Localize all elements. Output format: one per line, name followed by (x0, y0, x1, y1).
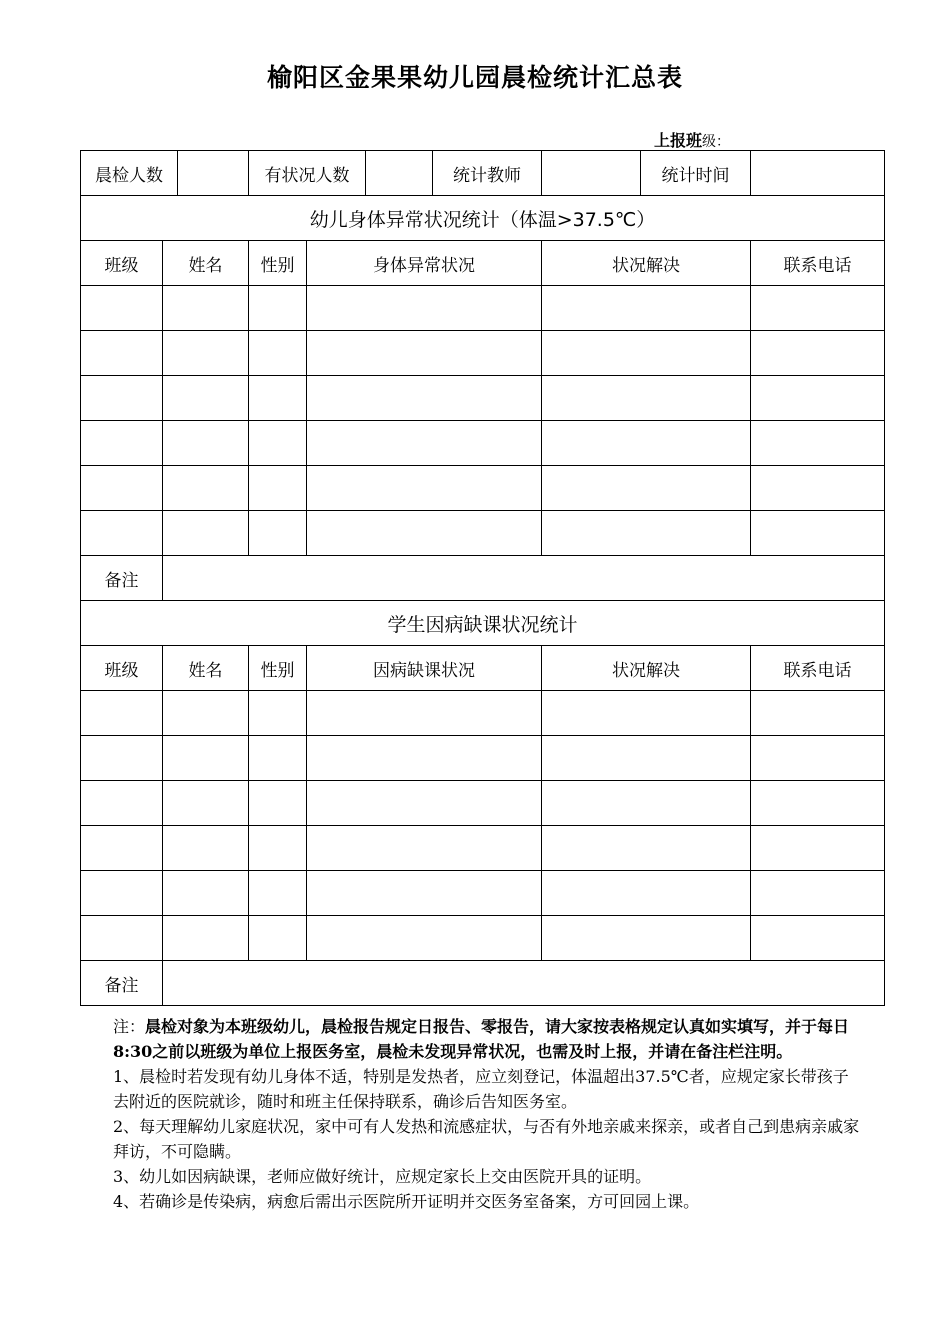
report-class-field (654, 128, 730, 151)
col-abnormal: 身体异常状况 (307, 241, 542, 286)
section2-header-row (81, 646, 885, 691)
report-class-suffix: 级： (702, 134, 731, 150)
remark-label: 备注 (81, 961, 163, 1006)
section1-row (81, 286, 885, 331)
check-count-label: 晨检人数 (81, 151, 178, 196)
cell-class[interactable] (81, 916, 163, 961)
cell-name[interactable] (163, 781, 249, 826)
cell-gender[interactable] (249, 331, 307, 376)
col-phone: 联系电话 (751, 241, 885, 286)
cell-gender[interactable] (249, 871, 307, 916)
cell-resolution[interactable] (542, 826, 751, 871)
cell-gender[interactable] (249, 376, 307, 421)
cell-resolution[interactable] (542, 781, 751, 826)
cell-absence[interactable] (307, 916, 542, 961)
cell-phone[interactable] (751, 691, 885, 736)
cell-gender[interactable] (249, 781, 307, 826)
remark-label: 备注 (81, 556, 163, 601)
cell-class[interactable] (81, 421, 163, 466)
notes-lead-text: 晨检对象为本班级幼儿，晨检报告规定日报告、零报告，请大家按表格规定认真如实填写，并于每日8:30之前以班级为单位上报医务室，晨检未发现异常状况，也需及时上报，并请在备注栏注明。 (113, 1017, 850, 1061)
cell-class[interactable] (81, 871, 163, 916)
cell-phone[interactable] (751, 916, 885, 961)
cell-phone[interactable] (751, 511, 885, 556)
cell-name[interactable] (163, 736, 249, 781)
cell-name[interactable] (163, 286, 249, 331)
cell-resolution[interactable] (542, 916, 751, 961)
cell-class[interactable] (81, 781, 163, 826)
notes-lead (113, 1014, 863, 1064)
cell-gender[interactable] (249, 826, 307, 871)
notes-section (113, 1014, 863, 1214)
cell-absence[interactable] (307, 826, 542, 871)
cell-phone[interactable] (751, 286, 885, 331)
cell-class[interactable] (81, 331, 163, 376)
note-item: 2、每天理解幼儿家庭状况，家中可有人发热和流感症状，与否有外地亲戚来探亲，或者自己到患病亲戚家拜访，不可隐瞒。 (113, 1117, 860, 1161)
section2-remark-row (81, 961, 885, 1006)
note-item: 1、晨检时若发现有幼儿身体不适，特别是发热者，应立刻登记，体温超出37.5℃者，应规定家长带孩子去附近的医院就诊，随时和班主任保持联系，确诊后告知医务室。 (113, 1067, 849, 1111)
status-count-input[interactable] (366, 151, 433, 196)
col-name: 姓名 (163, 241, 249, 286)
cell-name[interactable] (163, 826, 249, 871)
cell-resolution[interactable] (542, 511, 751, 556)
section2-row (81, 916, 885, 961)
cell-gender[interactable] (249, 736, 307, 781)
col-class: 班级 (81, 241, 163, 286)
cell-phone[interactable] (751, 781, 885, 826)
cell-name[interactable] (163, 511, 249, 556)
section1-row (81, 421, 885, 466)
section2-row (81, 691, 885, 736)
cell-abnormal[interactable] (307, 466, 542, 511)
section2-title: 学生因病缺课状况统计 (81, 601, 885, 646)
section2-row (81, 781, 885, 826)
section1-remark-row (81, 556, 885, 601)
cell-name[interactable] (163, 421, 249, 466)
cell-resolution[interactable] (542, 871, 751, 916)
teacher-input[interactable] (542, 151, 641, 196)
cell-absence[interactable] (307, 691, 542, 736)
cell-abnormal[interactable] (307, 331, 542, 376)
cell-phone[interactable] (751, 331, 885, 376)
cell-class[interactable] (81, 286, 163, 331)
note-item: 4、若确诊是传染病，病愈后需出示医院所开证明并交医务室备案，方可回园上课。 (113, 1192, 700, 1211)
cell-phone[interactable] (751, 376, 885, 421)
time-input[interactable] (751, 151, 885, 196)
section1-row (81, 376, 885, 421)
section2-row (81, 826, 885, 871)
teacher-label: 统计教师 (433, 151, 542, 196)
cell-class[interactable] (81, 511, 163, 556)
section1-row (81, 466, 885, 511)
cell-phone[interactable] (751, 466, 885, 511)
cell-absence[interactable] (307, 871, 542, 916)
section1-header-row (81, 241, 885, 286)
cell-gender[interactable] (249, 466, 307, 511)
cell-gender[interactable] (249, 421, 307, 466)
cell-name[interactable] (163, 871, 249, 916)
cell-gender[interactable] (249, 511, 307, 556)
col-class: 班级 (81, 646, 163, 691)
cell-class[interactable] (81, 736, 163, 781)
cell-resolution[interactable] (542, 376, 751, 421)
summary-row (81, 151, 885, 196)
cell-absence[interactable] (307, 781, 542, 826)
cell-gender[interactable] (249, 286, 307, 331)
section1-row (81, 511, 885, 556)
cell-resolution[interactable] (542, 421, 751, 466)
time-label: 统计时间 (641, 151, 751, 196)
remark-input[interactable] (163, 556, 885, 601)
cell-abnormal[interactable] (307, 511, 542, 556)
cell-name[interactable] (163, 376, 249, 421)
cell-resolution[interactable] (542, 331, 751, 376)
col-absence: 因病缺课状况 (307, 646, 542, 691)
cell-resolution[interactable] (542, 736, 751, 781)
cell-abnormal[interactable] (307, 376, 542, 421)
cell-name[interactable] (163, 466, 249, 511)
cell-name[interactable] (163, 331, 249, 376)
cell-name[interactable] (163, 916, 249, 961)
status-count-label: 有状况人数 (249, 151, 366, 196)
notes-prefix: 注： (113, 1017, 146, 1036)
page-title: 榆阳区金果果幼儿园晨检统计汇总表 (266, 63, 683, 92)
cell-gender[interactable] (249, 916, 307, 961)
remark-input[interactable] (163, 961, 885, 1006)
col-phone: 联系电话 (751, 646, 885, 691)
cell-abnormal[interactable] (307, 421, 542, 466)
cell-phone[interactable] (751, 871, 885, 916)
cell-phone[interactable] (751, 421, 885, 466)
cell-name[interactable] (163, 691, 249, 736)
cell-resolution[interactable] (542, 286, 751, 331)
section2-row (81, 736, 885, 781)
col-name: 姓名 (163, 646, 249, 691)
cell-class[interactable] (81, 466, 163, 511)
col-gender: 性别 (249, 646, 307, 691)
cell-gender[interactable] (249, 691, 307, 736)
cell-abnormal[interactable] (307, 286, 542, 331)
cell-class[interactable] (81, 826, 163, 871)
report-class-label: 上报班 (654, 131, 703, 150)
cell-phone[interactable] (751, 826, 885, 871)
col-resolution: 状况解决 (542, 241, 751, 286)
col-gender: 性别 (249, 241, 307, 286)
cell-class[interactable] (81, 376, 163, 421)
section1-row (81, 331, 885, 376)
cell-resolution[interactable] (542, 691, 751, 736)
inspection-form-table (80, 150, 885, 1006)
note-item: 3、幼儿如因病缺课，老师应做好统计，应规定家长上交由医院开具的证明。 (113, 1167, 652, 1186)
cell-resolution[interactable] (542, 466, 751, 511)
check-count-input[interactable] (178, 151, 249, 196)
cell-phone[interactable] (751, 736, 885, 781)
col-resolution: 状况解决 (542, 646, 751, 691)
cell-class[interactable] (81, 691, 163, 736)
cell-absence[interactable] (307, 736, 542, 781)
section1-title: 幼儿身体异常状况统计（体温>37.5℃） (81, 196, 885, 241)
section2-row (81, 871, 885, 916)
